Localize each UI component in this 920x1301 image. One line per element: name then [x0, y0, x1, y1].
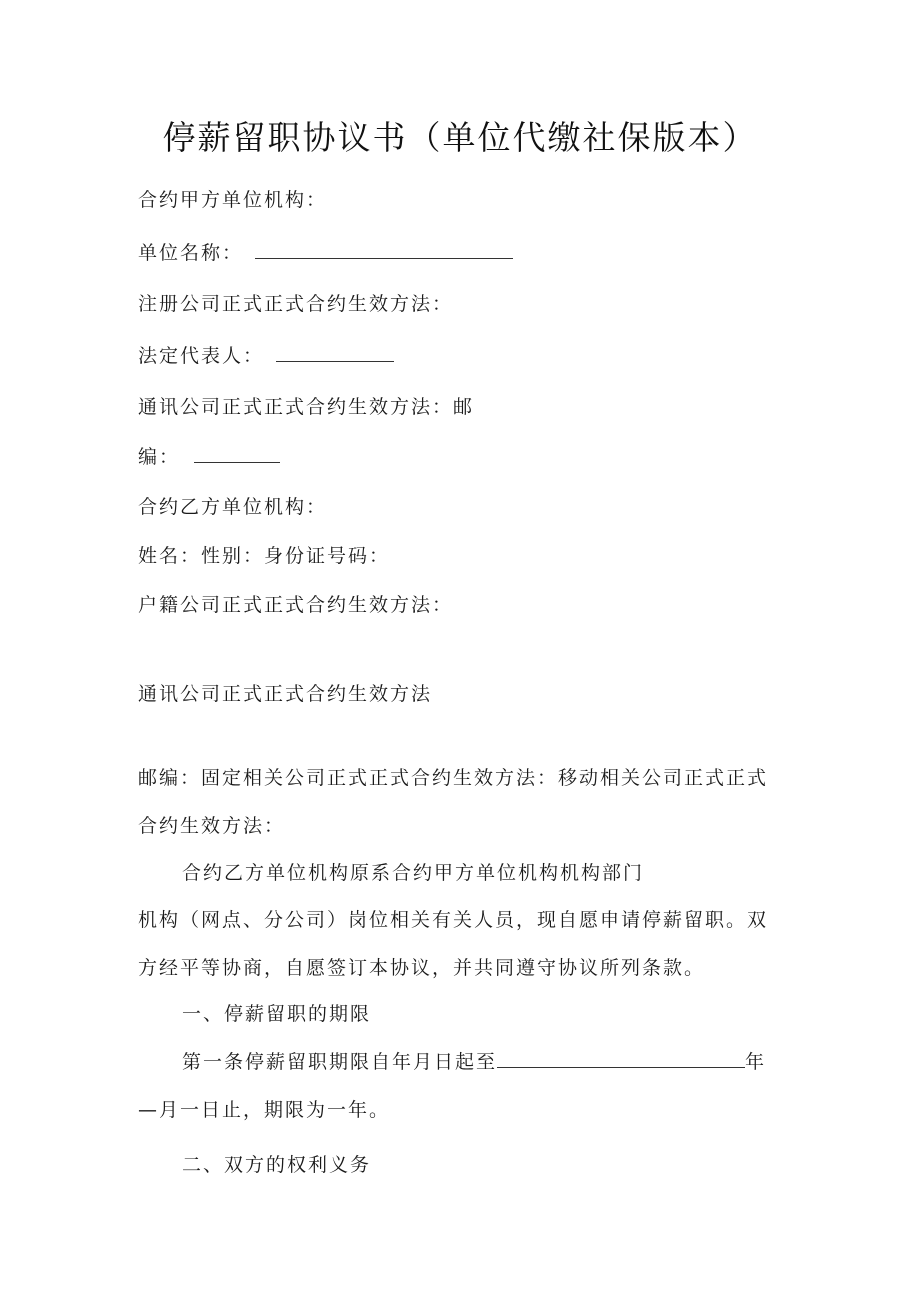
party-b-contact-line-2: 合约生效方法：	[138, 815, 286, 837]
article-1-line-2: —月一日止，期限为一年。	[138, 1099, 391, 1121]
section-1-heading: 一、停薪留职的期限	[182, 1003, 372, 1025]
party-a-name-label: 单位名称：	[138, 242, 244, 264]
party-b-mail-address-label: 通讯公司正式正式合约生效方法	[138, 683, 433, 705]
article-1-end-date-blank[interactable]	[497, 1053, 745, 1068]
party-a-name-row	[138, 240, 513, 266]
article-1-row	[182, 1049, 766, 1075]
party-b-heading: 合约乙方单位机构：	[138, 496, 328, 518]
article-1-text: 第一条停薪留职期限自年月日起至	[182, 1051, 498, 1073]
party-a-heading: 合约甲方单位机构：	[138, 189, 328, 211]
intro-line-1: 合约乙方单位机构原系合约甲方单位机构机构部门	[182, 862, 645, 884]
party-b-household-label: 户籍公司正式正式合约生效方法：	[138, 594, 454, 616]
section-2-heading: 二、双方的权利义务	[182, 1154, 372, 1176]
party-a-postcode-row	[138, 444, 280, 470]
party-a-mail-address-label: 通讯公司正式正式合约生效方法：邮	[138, 396, 475, 418]
party-b-identity-line: 姓名：性别：身份证号码：	[138, 545, 391, 567]
party-a-name-blank[interactable]	[255, 244, 513, 259]
party-a-legal-rep-label: 法定代表人：	[138, 345, 265, 367]
party-a-legal-rep-row	[138, 343, 394, 369]
party-a-registered-address-label: 注册公司正式正式合约生效方法：	[138, 293, 454, 315]
party-a-legal-rep-blank[interactable]	[276, 347, 394, 362]
party-a-postcode-blank[interactable]	[194, 448, 280, 463]
article-1-year-label: 年	[745, 1051, 767, 1073]
intro-line-2: 机构（网点、分公司）岗位相关有关人员，现自愿申请停薪留职。双	[138, 909, 769, 931]
intro-line-3: 方经平等协商，自愿签订本协议，并共同遵守协议所列条款。	[138, 957, 706, 979]
party-b-contact-line-1: 邮编：固定相关公司正式正式合约生效方法：移动相关公司正式正式	[138, 767, 769, 789]
party-a-postcode-label: 编：	[138, 446, 181, 468]
document-title: 停薪留职协议书（单位代缴社保版本）	[162, 118, 758, 157]
